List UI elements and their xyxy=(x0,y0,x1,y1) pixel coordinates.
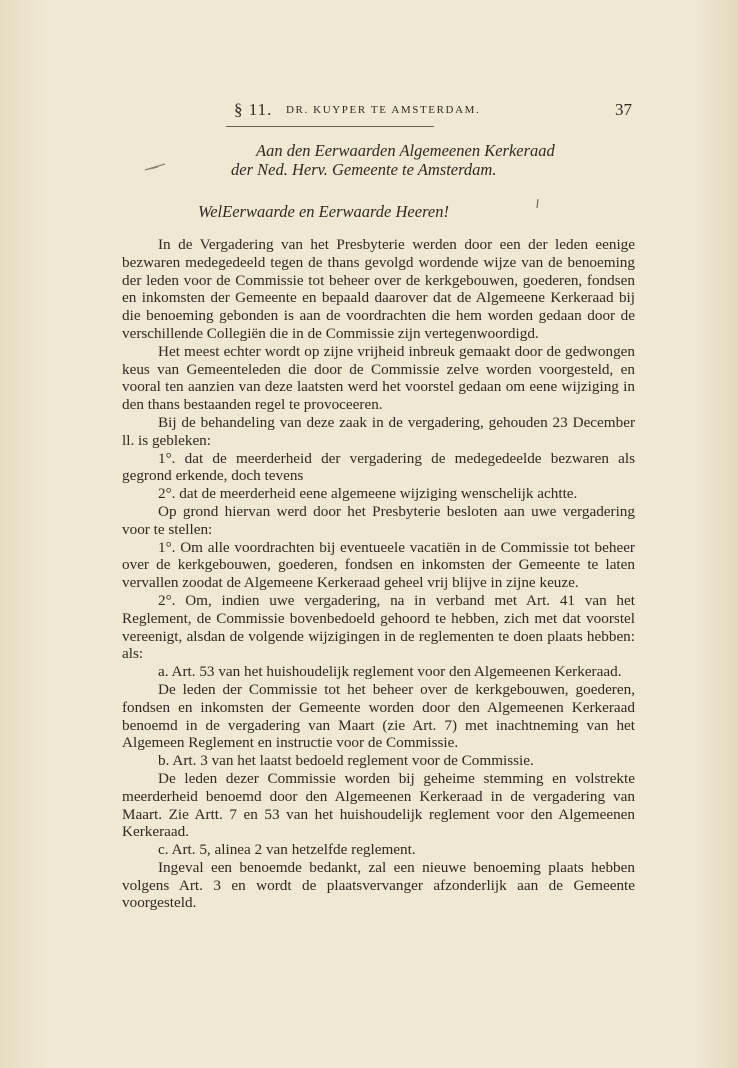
running-header xyxy=(120,100,632,120)
paragraph: a. Art. 53 van het huishoudelijk reglement voor den Algemeenen Kerkeraad. xyxy=(158,663,622,681)
paragraph: 2°. Om, indien uwe vergadering, na in verband met Art. 41 van het Reglement, de Commissie bovenbedoeld gehoord te hebben, zich met dat voorstel vereenigt, alsdan de volgende wijzigingen in de reglementen te doen plaats hebben: als: xyxy=(122,591,635,663)
paragraph: Ingeval een benoemde bedankt, zal een nieuwe benoeming plaats hebben volgens Art. 3 en wordt de plaatsvervanger afzonderlijk aan de Gemeente voorgesteld. xyxy=(122,858,635,912)
paragraph: b. Art. 3 van het laatst bedoeld reglement voor de Commissie. xyxy=(158,752,534,770)
salutation: WelEerwaarde en Eerwaarde Heeren! xyxy=(198,202,449,221)
paragraph: De leden der Commissie tot het beheer over de kerkgebouwen, goederen, fondsen en inkomsten der Gemeente worden door den Algemeenen Kerkeraad benoemd in de vergadering van Maart (zie Art. 7) met inachtneming van het Algemeen Reglement en instructie voor de Commissie. xyxy=(122,680,635,752)
pencil-mark-icon xyxy=(144,162,166,172)
paragraph: c. Art. 5, alinea 2 van hetzelfde reglement. xyxy=(158,841,416,859)
header-rule xyxy=(226,126,434,127)
paragraph: 2°. dat de meerderheid eene algemeene wijziging wenschelijk achtte. xyxy=(158,485,578,503)
paragraph: 1°. Om alle voordrachten bij eventueele vacatiën in de Commissie tot beheer over de kerkgebouwen, goederen, fondsen en inkomsten der Gemeente te laten vervallen zoodat de Algemeene Kerkeraad geheel vrij blijve in zijne keuze. xyxy=(122,538,635,592)
address-line-1: Aan den Eerwaarden Algemeenen Kerkeraad xyxy=(256,141,555,160)
letter-body xyxy=(122,236,635,912)
running-title: DR. KUYPER TE AMSTERDAM. xyxy=(286,104,481,116)
paragraph: Bij de behandeling van deze zaak in de vergadering, gehouden 23 December ll. is gebleken: xyxy=(122,413,635,449)
ink-tick-mark xyxy=(536,199,539,208)
section-number: § 11. xyxy=(234,100,273,119)
address-line-2: der Ned. Herv. Gemeente te Amsterdam. xyxy=(231,160,497,179)
page-number: 37 xyxy=(615,100,632,119)
paragraph: In de Vergadering van het Presbyterie werden door een der leden eenige bezwaren medegedeeld tegen de thans gevolgd wordende wijze van de benoeming der leden voor de Commissie tot beheer over de kerkgebouwen, goederen, fondsen en inkomsten der Gemeente en bepaald daarover dat de Algemeene Kerkeraad bij die benoeming gebonden is aan de voordrachten die hem worden gedaan door de verschillende Collegiën die in de Commissie zijn vertegenwoordigd. xyxy=(122,236,635,342)
paragraph: 1°. dat de meerderheid der vergadering de medegedeelde bezwaren als gegrond erkende, doch tevens xyxy=(122,449,635,485)
paragraph: De leden dezer Commissie worden bij geheime stemming en volstrekte meerderheid benoemd door den Algemeenen Kerkeraad in de vergadering van Maart. Zie Artt. 7 en 53 van het huishoudelijk reglement voor den Algemeenen Kerkeraad. xyxy=(122,769,635,841)
paragraph: Het meest echter wordt op zijne vrijheid inbreuk gemaakt door de gedwongen keus van Gemeenteleden die door de Commissie zelve worden voorgesteld, en vooral ten aanzien van deze laatsten werd het voorstel gedaan om eene wijziging in den thans bestaanden regel te provoceeren. xyxy=(122,342,635,414)
paragraph: Op grond hiervan werd door het Presbyterie besloten aan uwe vergadering voor te stellen: xyxy=(122,502,635,538)
